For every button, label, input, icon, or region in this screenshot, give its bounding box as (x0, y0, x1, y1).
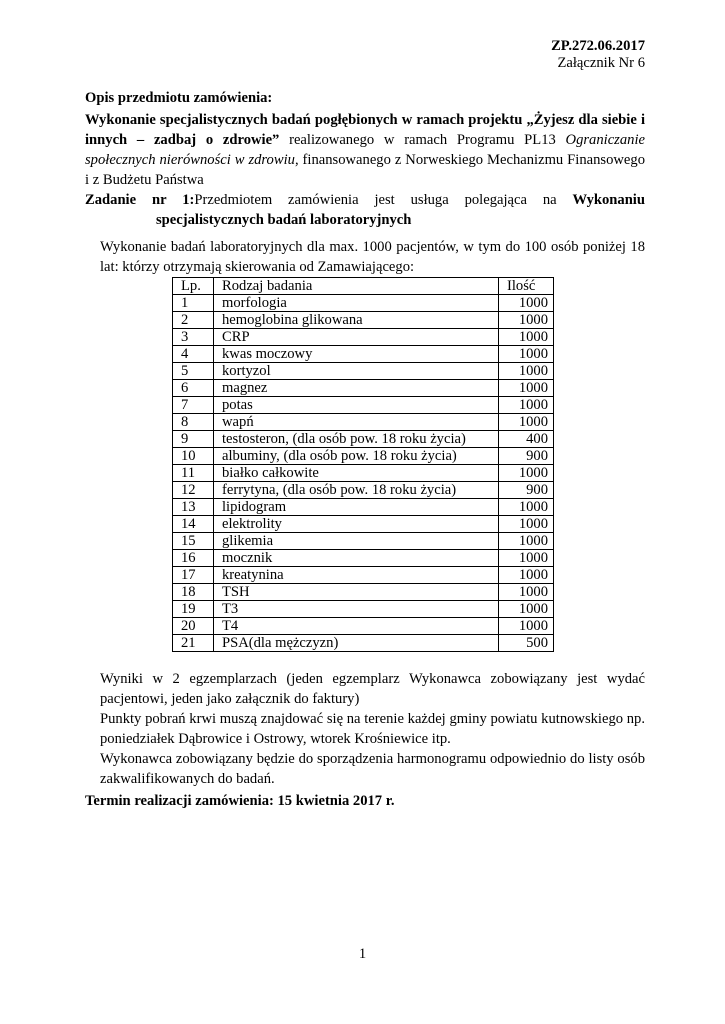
table-row (173, 618, 554, 635)
quantity-cell: 1000 (499, 465, 554, 482)
project-title-bold: Wykonanie specjalistycznych badań pogłębionych w ramach projektu „Żyjesz dla siebie i innych – zadbaj o zdrowie” (85, 112, 645, 148)
table-row (173, 329, 554, 346)
row-number-cell: 11 (173, 465, 214, 482)
tests-table (172, 277, 554, 652)
test-name-cell: TSH (214, 584, 499, 601)
test-name-cell: albuminy, (dla osób pow. 18 roku życia) (214, 448, 499, 465)
table-row (173, 397, 554, 414)
table-header-row (173, 278, 554, 295)
intro-paragraph: Wykonanie badań laboratoryjnych dla max. 1000 pacjentów, w tym do 100 osób poniżej 18 lat: którzy otrzymają skierowania od Zamawiającego: (100, 239, 645, 275)
row-number-cell: 19 (173, 601, 214, 618)
table-row (173, 482, 554, 499)
row-number-cell: 16 (173, 550, 214, 567)
quantity-cell: 1000 (499, 397, 554, 414)
test-name-cell: mocznik (214, 550, 499, 567)
quantity-cell: 900 (499, 482, 554, 499)
test-name-cell: hemoglobina glikowana (214, 312, 499, 329)
row-number-cell: 17 (173, 567, 214, 584)
note-collection-points: Punkty pobrań krwi muszą znajdować się na terenie każdej gminy powiatu kutnowskiego np. poniedziałek Dąbrowice i Ostrowy, wtorek Krośniewice itp. (100, 711, 645, 747)
row-number-cell: 15 (173, 533, 214, 550)
test-name-cell: potas (214, 397, 499, 414)
test-name-cell: CRP (214, 329, 499, 346)
quantity-cell: 1000 (499, 516, 554, 533)
quantity-cell: 1000 (499, 295, 554, 312)
quantity-cell: 1000 (499, 414, 554, 431)
deadline-line: Termin realizacji zamówienia: 15 kwietnia 2017 r. (85, 793, 395, 809)
page-number: 1 (358, 946, 367, 962)
row-number-cell: 9 (173, 431, 214, 448)
quantity-cell: 1000 (499, 329, 554, 346)
column-header-ilosc: Ilość (499, 278, 554, 295)
document-header (85, 38, 645, 72)
reference-number: ZP.272.06.2017 (551, 38, 645, 54)
table-row (173, 601, 554, 618)
row-number-cell: 20 (173, 618, 214, 635)
table-row (173, 380, 554, 397)
quantity-cell: 1000 (499, 618, 554, 635)
task-regular-text: Przedmiotem zamówienia jest usługa polegająca na (194, 192, 573, 208)
test-name-cell: magnez (214, 380, 499, 397)
quantity-cell: 1000 (499, 584, 554, 601)
attachment-number: Załącznik Nr 6 (557, 55, 645, 71)
table-row (173, 567, 554, 584)
row-number-cell: 7 (173, 397, 214, 414)
project-regular-text-1: realizowanego w ramach Programu PL13 (279, 132, 566, 148)
table-row (173, 414, 554, 431)
quantity-cell: 1000 (499, 533, 554, 550)
table-row (173, 363, 554, 380)
row-number-cell: 18 (173, 584, 214, 601)
task-label: Zadanie nr 1: (85, 192, 195, 208)
table-row (173, 550, 554, 567)
test-name-cell: elektrolity (214, 516, 499, 533)
quantity-cell: 1000 (499, 346, 554, 363)
project-description-paragraph (85, 110, 645, 190)
quantity-cell: 1000 (499, 499, 554, 516)
note-results-copies: Wyniki w 2 egzemplarzach (jeden egzemplarz Wykonawca zobowiązany jest wydać pacjentowi, jeden jako załącznik do faktury) (100, 671, 645, 707)
quantity-cell: 1000 (499, 312, 554, 329)
row-number-cell: 2 (173, 312, 214, 329)
test-name-cell: kortyzol (214, 363, 499, 380)
quantity-cell: 1000 (499, 550, 554, 567)
row-number-cell: 5 (173, 363, 214, 380)
note-schedule: Wykonawca zobowiązany będzie do sporządzenia harmonogramu odpowiednio do listy osób zakwalifikowanych do badań. (100, 751, 645, 787)
test-name-cell: białko całkowite (214, 465, 499, 482)
test-name-cell: kwas moczowy (214, 346, 499, 363)
column-header-lp: Lp. (173, 278, 214, 295)
test-name-cell: wapń (214, 414, 499, 431)
table-row (173, 465, 554, 482)
table-row (173, 516, 554, 533)
quantity-cell: 900 (499, 448, 554, 465)
tests-table-body (173, 295, 554, 652)
table-row (173, 448, 554, 465)
quantity-cell: 1000 (499, 380, 554, 397)
column-header-rodzaj-badania: Rodzaj badania (214, 278, 499, 295)
table-row (173, 533, 554, 550)
test-name-cell: PSA(dla mężczyzn) (214, 635, 499, 652)
row-number-cell: 13 (173, 499, 214, 516)
table-row (173, 431, 554, 448)
row-number-cell: 10 (173, 448, 214, 465)
test-name-cell: T3 (214, 601, 499, 618)
project-program-name-italic: Ograniczanie społecznych nierówności w zdrowiu (85, 132, 645, 168)
test-name-cell: T4 (214, 618, 499, 635)
quantity-cell: 1000 (499, 601, 554, 618)
test-name-cell: lipidogram (214, 499, 499, 516)
table-row (173, 635, 554, 652)
row-number-cell: 3 (173, 329, 214, 346)
test-name-cell: glikemia (214, 533, 499, 550)
row-number-cell: 14 (173, 516, 214, 533)
test-name-cell: testosteron, (dla osób pow. 18 roku życia) (214, 431, 499, 448)
table-row (173, 312, 554, 329)
row-number-cell: 4 (173, 346, 214, 363)
quantity-cell: 1000 (499, 363, 554, 380)
test-name-cell: ferrytyna, (dla osób pow. 18 roku życia) (214, 482, 499, 499)
row-number-cell: 1 (173, 295, 214, 312)
row-number-cell: 6 (173, 380, 214, 397)
row-number-cell: 12 (173, 482, 214, 499)
table-row (173, 346, 554, 363)
notes-section (85, 669, 645, 789)
table-row (173, 584, 554, 601)
table-row (173, 295, 554, 312)
row-number-cell: 8 (173, 414, 214, 431)
row-number-cell: 21 (173, 635, 214, 652)
quantity-cell: 500 (499, 635, 554, 652)
quantity-cell: 1000 (499, 567, 554, 584)
task-bold-tail: Wykonaniu specjalistycznych badań laboratoryjnych (156, 192, 645, 228)
quantity-cell: 400 (499, 431, 554, 448)
subject-heading: Opis przedmiotu zamówienia: (85, 90, 273, 106)
project-regular-text-2: , finansowanego z Norweskiego Mechanizmu Finansowego i z Budżetu Państwa (85, 152, 646, 188)
table-row (173, 499, 554, 516)
task-paragraph (85, 190, 645, 230)
test-name-cell: morfologia (214, 295, 499, 312)
test-name-cell: kreatynina (214, 567, 499, 584)
